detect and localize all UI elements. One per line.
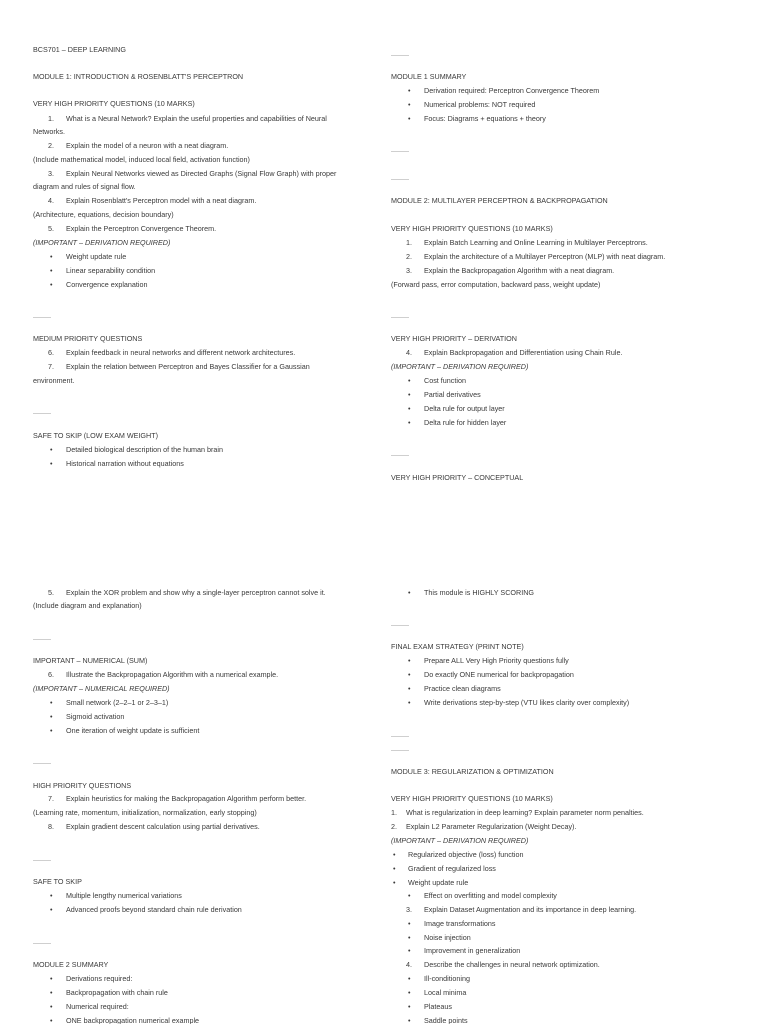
section-divider xyxy=(33,639,51,640)
text-line xyxy=(391,72,741,81)
text-line xyxy=(391,280,741,289)
item-number: 7. xyxy=(48,794,54,803)
line-text: Write derivations step-by-step (VTU likes clarity over complexity) xyxy=(424,698,630,707)
line-text: Historical narration without equations xyxy=(66,459,184,468)
text-line xyxy=(33,877,383,886)
section-divider xyxy=(391,151,409,152)
text-line xyxy=(33,334,383,343)
line-text: Partial derivatives xyxy=(424,390,481,399)
line-text: Gradient of regularized loss xyxy=(408,864,496,873)
item-number: 6. xyxy=(48,670,54,679)
item-number: 8. xyxy=(48,822,54,831)
line-text: Prepare ALL Very High Priority questions fully xyxy=(424,656,569,665)
text-line xyxy=(33,182,383,191)
bullet-icon: • xyxy=(408,698,411,707)
line-text: This module is HIGHLY SCORING xyxy=(424,588,534,597)
item-number: 3. xyxy=(48,169,54,178)
bullet-icon: • xyxy=(408,656,411,665)
item-number: 4. xyxy=(48,196,54,205)
bullet-icon: • xyxy=(408,390,411,399)
text-line xyxy=(391,334,741,343)
line-text: Saddle points xyxy=(424,1016,468,1024)
text-line xyxy=(33,656,383,665)
line-text: HIGH PRIORITY QUESTIONS xyxy=(33,781,132,790)
line-text: One iteration of weight update is sufficient xyxy=(66,726,200,735)
bullet-icon: • xyxy=(408,684,411,693)
line-text: Explain the model of a neuron with a neat diagram. xyxy=(66,141,229,150)
line-text: Explain the architecture of a Multilayer Perceptron (MLP) with neat diagram. xyxy=(424,252,666,261)
section-divider xyxy=(391,179,409,180)
bullet-icon: • xyxy=(408,588,411,597)
line-text: VERY HIGH PRIORITY QUESTIONS (10 MARKS) xyxy=(391,224,553,233)
bullet-icon: • xyxy=(50,445,53,454)
line-text: MEDIUM PRIORITY QUESTIONS xyxy=(33,334,143,343)
text-line xyxy=(33,601,383,610)
bullet-icon: • xyxy=(408,114,411,123)
section-divider xyxy=(391,55,409,56)
line-text: ONE backpropagation numerical example xyxy=(66,1016,200,1024)
line-text: SAFE TO SKIP (LOW EXAM WEIGHT) xyxy=(33,431,159,440)
page-2 xyxy=(0,512,768,1024)
line-text: What is a Neural Network? Explain the useful properties and capabilities of Neural xyxy=(66,114,327,123)
bullet-icon: • xyxy=(408,891,411,900)
line-text: Sigmoid activation xyxy=(66,712,125,721)
line-text: Regularized objective (loss) function xyxy=(408,850,524,859)
line-text: Linear separability condition xyxy=(66,266,156,275)
line-text: Weight update rule xyxy=(66,252,127,261)
text-line xyxy=(33,808,383,817)
line-text: VERY HIGH PRIORITY – CONCEPTUAL xyxy=(391,473,524,482)
line-text: Explain gradient descent calculation using partial derivatives. xyxy=(66,822,260,831)
line-text: (Include diagram and explanation) xyxy=(33,601,142,610)
line-text: Explain the Backpropagation Algorithm with a neat diagram. xyxy=(424,266,615,275)
item-number: 1. xyxy=(406,238,412,247)
line-text: Explain Rosenblatt's Perceptron model with a neat diagram. xyxy=(66,196,257,205)
line-text: Illustrate the Backpropagation Algorithm with a numerical example. xyxy=(66,670,279,679)
text-line xyxy=(33,781,383,790)
bullet-icon: • xyxy=(408,100,411,109)
bullet-icon: • xyxy=(50,252,53,261)
section-divider xyxy=(391,625,409,626)
line-text: Focus: Diagrams + equations + theory xyxy=(424,114,546,123)
bullet-icon: • xyxy=(408,376,411,385)
line-text: Do exactly ONE numerical for backpropagation xyxy=(424,670,574,679)
bullet-icon: • xyxy=(408,86,411,95)
line-text: (IMPORTANT – NUMERICAL REQUIRED) xyxy=(33,684,170,693)
bullet-icon: • xyxy=(50,266,53,275)
bullet-icon: • xyxy=(408,418,411,427)
bullet-icon: • xyxy=(50,974,53,983)
line-text: Networks. xyxy=(33,127,65,136)
line-text: (IMPORTANT – DERIVATION REQUIRED) xyxy=(33,238,171,247)
line-text: Explain Backpropagation and Differentiation using Chain Rule. xyxy=(424,348,623,357)
bullet-icon: • xyxy=(50,280,53,289)
bullet-icon: • xyxy=(393,850,396,859)
line-text: Explain the Perceptron Convergence Theorem. xyxy=(66,224,217,233)
line-text: Explain heuristics for making the Backpropagation Algorithm perform better. xyxy=(66,794,307,803)
line-text: Explain Dataset Augmentation and its importance in deep learning. xyxy=(424,905,637,914)
item-number: 3. xyxy=(406,266,412,275)
line-text: Explain feedback in neural networks and different network architectures. xyxy=(66,348,296,357)
bullet-icon: • xyxy=(408,404,411,413)
item-number: 2. xyxy=(406,252,412,261)
line-text: (IMPORTANT – DERIVATION REQUIRED) xyxy=(391,836,529,845)
line-text: MODULE 3: REGULARIZATION & OPTIMIZATION xyxy=(391,767,554,776)
text-line xyxy=(33,45,383,54)
line-text: Explain the XOR problem and show why a single-layer perceptron cannot solve it. xyxy=(66,588,326,597)
line-text: Practice clean diagrams xyxy=(424,684,501,693)
line-text: Delta rule for output layer xyxy=(424,404,505,413)
line-text: FINAL EXAM STRATEGY (PRINT NOTE) xyxy=(391,642,524,651)
line-text: Explain L2 Parameter Regularization (Weight Decay). xyxy=(406,822,577,831)
line-text: MODULE 1: INTRODUCTION & ROSENBLATT'S PERCEPTRON xyxy=(33,72,244,81)
text-line xyxy=(33,155,383,164)
line-text: Weight update rule xyxy=(408,878,469,887)
italic-note xyxy=(391,362,741,371)
line-text: SAFE TO SKIP xyxy=(33,877,82,886)
text-line xyxy=(33,127,383,136)
line-text: Ill-conditioning xyxy=(424,974,470,983)
item-number: 3. xyxy=(406,905,412,914)
section-divider xyxy=(391,736,409,737)
line-text: (Architecture, equations, decision boundary) xyxy=(33,210,174,219)
section-divider xyxy=(33,413,51,414)
line-text: Derivation required: Perceptron Convergence Theorem xyxy=(424,86,600,95)
bullet-icon: • xyxy=(50,459,53,468)
bullet-icon: • xyxy=(408,1016,411,1024)
line-text: Derivations required: xyxy=(66,974,133,983)
line-text: Multiple lengthy numerical variations xyxy=(66,891,182,900)
bullet-icon: • xyxy=(408,988,411,997)
bullet-icon: • xyxy=(50,712,53,721)
text-line xyxy=(33,431,383,440)
bullet-icon: • xyxy=(50,905,53,914)
bullet-icon: • xyxy=(50,1002,53,1011)
text-line xyxy=(391,642,741,651)
bullet-icon: • xyxy=(50,726,53,735)
italic-note xyxy=(391,836,741,845)
line-text: Advanced proofs beyond standard chain rule derivation xyxy=(66,905,242,914)
section-divider xyxy=(33,860,51,861)
text-line xyxy=(391,196,741,205)
text-line xyxy=(391,794,741,803)
line-text: Explain Neural Networks viewed as Directed Graphs (Signal Flow Graph) with proper xyxy=(66,169,337,178)
line-text: MODULE 2: MULTILAYER PERCEPTRON & BACKPROPAGATION xyxy=(391,196,608,205)
italic-note xyxy=(33,684,383,693)
section-divider xyxy=(391,750,409,751)
section-divider xyxy=(391,317,409,318)
item-number: 2. xyxy=(391,822,397,831)
line-text: Convergence explanation xyxy=(66,280,148,289)
line-text: Explain the relation between Perceptron and Bayes Classifier for a Gaussian xyxy=(66,362,310,371)
italic-note xyxy=(33,238,383,247)
bullet-icon: • xyxy=(408,670,411,679)
line-text: VERY HIGH PRIORITY QUESTIONS (10 MARKS) xyxy=(391,794,553,803)
line-text: VERY HIGH PRIORITY QUESTIONS (10 MARKS) xyxy=(33,99,195,108)
item-number: 1. xyxy=(48,114,54,123)
bullet-icon: • xyxy=(408,1002,411,1011)
line-text: Improvement in generalization xyxy=(424,946,521,955)
line-text: (Learning rate, momentum, initialization, normalization, early stopping) xyxy=(33,808,257,817)
item-number: 2. xyxy=(48,141,54,150)
item-number: 5. xyxy=(48,224,54,233)
item-number: 7. xyxy=(48,362,54,371)
line-text: (IMPORTANT – DERIVATION REQUIRED) xyxy=(391,362,529,371)
line-text: Local minima xyxy=(424,988,467,997)
bullet-icon: • xyxy=(50,1016,53,1024)
section-divider xyxy=(33,317,51,318)
bullet-icon: • xyxy=(408,946,411,955)
item-number: 4. xyxy=(406,960,412,969)
line-text: Cost function xyxy=(424,376,466,385)
item-number: 5. xyxy=(48,588,54,597)
line-text: Delta rule for hidden layer xyxy=(424,418,507,427)
line-text: BCS701 – DEEP LEARNING xyxy=(33,45,126,54)
bullet-icon: • xyxy=(50,891,53,900)
line-text: What is regularization in deep learning? Explain parameter norm penalties. xyxy=(406,808,644,817)
bullet-icon: • xyxy=(393,864,396,873)
line-text: Effect on overfitting and model complexity xyxy=(424,891,557,900)
text-line xyxy=(33,72,383,81)
line-text: Image transformations xyxy=(424,919,496,928)
bullet-icon: • xyxy=(408,974,411,983)
item-number: 1. xyxy=(391,808,397,817)
text-line xyxy=(33,960,383,969)
line-text: Backpropagation with chain rule xyxy=(66,988,168,997)
line-text: IMPORTANT – NUMERICAL (SUM) xyxy=(33,656,148,665)
bullet-icon: • xyxy=(50,698,53,707)
bullet-icon: • xyxy=(408,919,411,928)
text-line xyxy=(391,473,741,482)
line-text: MODULE 1 SUMMARY xyxy=(391,72,467,81)
line-text: Noise injection xyxy=(424,933,471,942)
line-text: Numerical problems: NOT required xyxy=(424,100,536,109)
line-text: VERY HIGH PRIORITY – DERIVATION xyxy=(391,334,517,343)
text-line xyxy=(391,767,741,776)
bullet-icon: • xyxy=(393,878,396,887)
bullet-icon: • xyxy=(408,933,411,942)
bullet-icon: • xyxy=(50,988,53,997)
section-divider xyxy=(33,763,51,764)
text-line xyxy=(33,99,383,108)
item-number: 6. xyxy=(48,348,54,357)
line-text: environment. xyxy=(33,376,75,385)
line-text: Describe the challenges in neural network optimization. xyxy=(424,960,600,969)
line-text: Detailed biological description of the human brain xyxy=(66,445,224,454)
line-text: (Forward pass, error computation, backward pass, weight update) xyxy=(391,280,601,289)
section-divider xyxy=(391,455,409,456)
line-text: Explain Batch Learning and Online Learning in Multilayer Perceptrons. xyxy=(424,238,648,247)
text-line xyxy=(391,224,741,233)
section-divider xyxy=(33,943,51,944)
line-text: MODULE 2 SUMMARY xyxy=(33,960,109,969)
line-text: Plateaus xyxy=(424,1002,452,1011)
text-line xyxy=(33,210,383,219)
line-text: diagram and rules of signal flow. xyxy=(33,182,136,191)
line-text: Small network (2–2–1 or 2–3–1) xyxy=(66,698,169,707)
text-line xyxy=(33,376,383,385)
item-number: 4. xyxy=(406,348,412,357)
line-text: (Include mathematical model, induced local field, activation function) xyxy=(33,155,250,164)
line-text: Numerical required: xyxy=(66,1002,129,1011)
